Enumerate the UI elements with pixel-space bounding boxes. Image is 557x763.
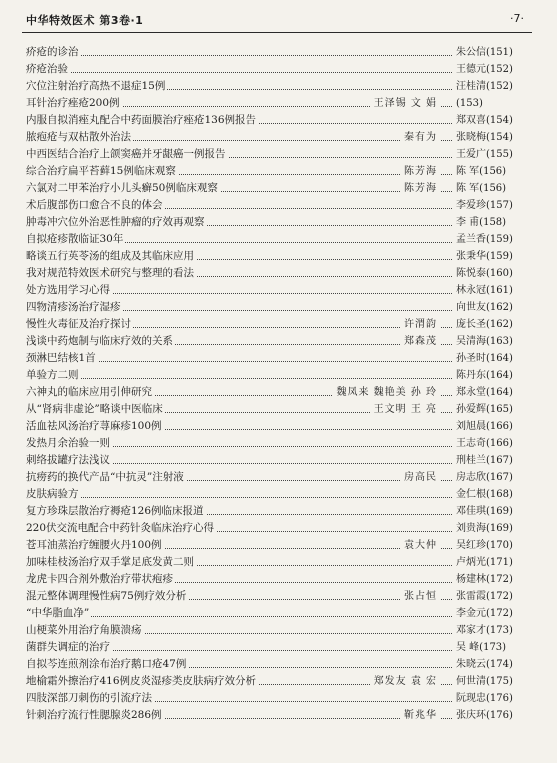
entry-author-page: 孙圣时(164) xyxy=(453,350,520,367)
entry-author-page: 吴清海(163) xyxy=(453,333,520,350)
entry-title: 从“肾病非虚论”略谈中医临床 xyxy=(26,401,165,418)
toc-entry xyxy=(26,112,520,129)
entry-title: 龙虎卡四合剂外敷治疗带状疱疹 xyxy=(26,571,175,588)
toc-entry xyxy=(26,282,520,299)
entry-author-page: 王德元(152) xyxy=(453,61,520,78)
entry-author-page: 何世清(175) xyxy=(453,673,520,690)
entry-author-page: 汪桂清(152) xyxy=(453,78,520,95)
entry-title: 术后腹部伤口愈合不良的体会 xyxy=(26,197,165,214)
entry-coauthors: 张占恒 xyxy=(401,588,440,605)
entry-author-page: 邓家才(173) xyxy=(453,622,520,639)
entry-title: 苍耳油蒸治疗缠腰火丹100例 xyxy=(26,537,164,554)
entry-author-page: 陈丹东(164) xyxy=(453,367,520,384)
entry-coauthors: 陈芳海 xyxy=(401,180,440,197)
entry-author-page: 陈悦泰(160) xyxy=(453,265,520,282)
entry-author-page: 陈 军(156) xyxy=(453,163,520,180)
entry-author-page: 王志奇(166) xyxy=(453,435,520,452)
entry-author-page: (153) xyxy=(453,95,520,112)
toc-entry xyxy=(26,61,520,78)
toc-entry xyxy=(26,384,520,401)
entry-author-page: 刘旭晨(166) xyxy=(453,418,520,435)
entry-author-page: 郑永堂(164) xyxy=(453,384,520,401)
entry-author-page: 林永冠(161) xyxy=(453,282,520,299)
entry-author-page: 刘贵海(169) xyxy=(453,520,520,537)
dot-leader xyxy=(26,55,452,56)
toc-entry xyxy=(26,452,520,469)
toc-entry xyxy=(26,333,520,350)
entry-coauthors: 秦有为 xyxy=(401,129,440,146)
dot-leader xyxy=(26,378,452,379)
entry-title: 自拟芩连煎剂涂布治疗鹅口疮47例 xyxy=(26,656,188,673)
entry-author-page: 张庆环(176) xyxy=(453,707,520,724)
entry-coauthors: 许渭韵 xyxy=(401,316,440,333)
entry-author-page: 房志欣(167) xyxy=(453,469,520,486)
entry-title: 浅谈中药炮制与临床疗效的关系 xyxy=(26,333,175,350)
toc-entry xyxy=(26,214,520,231)
entry-author-page: 邓佳琪(169) xyxy=(453,503,520,520)
toc-entry xyxy=(26,78,520,95)
entry-title: 地榆霜外擦治疗416例皮炎湿疹类皮肤病疗效分析 xyxy=(26,673,258,690)
entry-title: 脓疱疮与双枯散外治法 xyxy=(26,129,133,146)
entry-title: 我对规范特效医术研究与整理的看法 xyxy=(26,265,196,282)
entry-title: 山梗菜外用治疗角膜溃疡 xyxy=(26,622,144,639)
entry-title: 四肢深部刀刺伤的引流疗法 xyxy=(26,690,154,707)
entry-title: 混元整体调理慢性病75例疗效分析 xyxy=(26,588,188,605)
entry-title: 活血祛风汤治疗荨麻疹100例 xyxy=(26,418,164,435)
toc-entry xyxy=(26,690,520,707)
entry-author-page: 卢炳光(171) xyxy=(453,554,520,571)
toc-entry xyxy=(26,673,520,690)
entry-author-page: 李 甫(158) xyxy=(453,214,520,231)
dot-leader xyxy=(26,497,452,498)
toc-entry xyxy=(26,639,520,656)
entry-title: 针刺治疗流行性腮腺炎286例 xyxy=(26,707,164,724)
entry-author-page: 王爱广(155) xyxy=(453,146,520,163)
entry-title: 颈淋巴结核1首 xyxy=(26,350,98,367)
toc-entry xyxy=(26,197,520,214)
toc-entry xyxy=(26,146,520,163)
entry-coauthors: 王文明 王 亮 xyxy=(371,401,440,418)
entry-author-page: 刑桂兰(167) xyxy=(453,452,520,469)
entry-author-page: 陈 军(156) xyxy=(453,180,520,197)
toc-entry xyxy=(26,707,520,724)
entry-title: 处方选用学习心得 xyxy=(26,282,112,299)
entry-title: 菌群失调症的治疗 xyxy=(26,639,112,656)
toc-entry xyxy=(26,435,520,452)
entry-coauthors: 郑发友 袁 宏 xyxy=(371,673,440,690)
entry-coauthors: 魏凤来 魏艳美 孙 玲 xyxy=(333,384,440,401)
toc-entry xyxy=(26,588,520,605)
entry-title: 自拟疮疹散临证30年 xyxy=(26,231,125,248)
entry-author-page: 庞长圣(162) xyxy=(453,316,520,333)
entry-coauthors: 靳兆华 xyxy=(401,707,440,724)
toc-entry xyxy=(26,129,520,146)
entry-title: 综合治疗扁平苔藓15例临床观察 xyxy=(26,163,178,180)
entry-title: 六神丸的临床应用引伸研究 xyxy=(26,384,154,401)
page-header xyxy=(22,8,532,33)
entry-author-page: 张雷霞(172) xyxy=(453,588,520,605)
toc-entry xyxy=(26,469,520,486)
entry-title: 刺络拔罐疗法浅议 xyxy=(26,452,112,469)
toc-entry xyxy=(26,350,520,367)
page-number: ·7· xyxy=(510,12,524,25)
entry-author-page: 郑双喜(154) xyxy=(453,112,520,129)
entry-title: 复方珍珠层散治疗褥疮126例临床报道 xyxy=(26,503,206,520)
toc-entry xyxy=(26,605,520,622)
entry-coauthors: 郑森茂 xyxy=(401,333,440,350)
entry-author-page: 向世友(162) xyxy=(453,299,520,316)
dot-leader xyxy=(26,72,452,73)
entry-coauthors: 袁大仲 xyxy=(401,537,440,554)
entry-title: 慢性火毒征及治疗探讨 xyxy=(26,316,133,333)
toc-entry xyxy=(26,554,520,571)
entry-author-page: 吴 峰(173) xyxy=(453,639,520,656)
journal-title: 中华特效医术 第3卷·1 xyxy=(26,14,144,27)
toc-entry xyxy=(26,265,520,282)
entry-author-page: 朱公信(151) xyxy=(453,44,520,61)
entry-author-page: 吴红珍(170) xyxy=(453,537,520,554)
entry-title: 略谈五行英苓汤的组成及其临床应用 xyxy=(26,248,196,265)
entry-title: 疥疮治验 xyxy=(26,61,70,78)
toc-entry xyxy=(26,44,520,61)
entry-author-page: 李爱珍(157) xyxy=(453,197,520,214)
table-of-contents xyxy=(26,44,520,724)
entry-author-page: 张秉华(159) xyxy=(453,248,520,265)
entry-title: 穴位注射治疗高热不退症15例 xyxy=(26,78,167,95)
entry-title: 中西医结合治疗上颌窦癌并牙龈癌一例报告 xyxy=(26,146,228,163)
entry-coauthors: 陈芳海 xyxy=(401,163,440,180)
toc-entry xyxy=(26,367,520,384)
toc-entry xyxy=(26,248,520,265)
entry-title: 内服自拟消痤丸配合中药面膜治疗痤疮136例报告 xyxy=(26,112,258,129)
toc-entry xyxy=(26,299,520,316)
toc-entry xyxy=(26,622,520,639)
toc-entry xyxy=(26,503,520,520)
toc-entry xyxy=(26,537,520,554)
entry-title: 四物清疹汤治疗湿疹 xyxy=(26,299,123,316)
toc-entry xyxy=(26,95,520,112)
entry-author-page: 李金元(172) xyxy=(453,605,520,622)
toc-entry xyxy=(26,231,520,248)
toc-entry xyxy=(26,401,520,418)
entry-title: 加味桂枝汤治疗双手掌足底发黄二则 xyxy=(26,554,196,571)
toc-entry xyxy=(26,571,520,588)
toc-entry xyxy=(26,316,520,333)
entry-title: 肿毒冲穴位外治恶性肿瘤的疗效再观察 xyxy=(26,214,207,231)
entry-title: 耳针治疗痤疮200例 xyxy=(26,95,122,112)
toc-entry xyxy=(26,486,520,503)
entry-title: 六氯对二甲苯治疗小儿头癣50例临床观察 xyxy=(26,180,220,197)
entry-author-page: 杨建林(172) xyxy=(453,571,520,588)
toc-entry xyxy=(26,163,520,180)
entry-title: 发热月余治验一则 xyxy=(26,435,112,452)
entry-title: 皮肤病验方 xyxy=(26,486,81,503)
entry-author-page: 朱晓云(174) xyxy=(453,656,520,673)
entry-author-page: 张晓梅(154) xyxy=(453,129,520,146)
entry-author-page: 孟兰香(159) xyxy=(453,231,520,248)
entry-coauthors: 王泽锡 文 娟 xyxy=(371,95,440,112)
toc-entry xyxy=(26,656,520,673)
entry-author-page: 阮现忠(176) xyxy=(453,690,520,707)
toc-entry xyxy=(26,418,520,435)
entry-author-page: 孙爱辉(165) xyxy=(453,401,520,418)
toc-entry xyxy=(26,180,520,197)
entry-title: 抗痨药的换代产品“中抗灵”注射液 xyxy=(26,469,186,486)
entry-title: 220伏交流电配合中药针灸临床治疗心得 xyxy=(26,520,216,537)
entry-title: 疥疮的诊治 xyxy=(26,44,81,61)
entry-title: “中华脂血净” xyxy=(26,605,91,622)
entry-author-page: 金仁根(168) xyxy=(453,486,520,503)
entry-coauthors: 房高民 xyxy=(401,469,440,486)
toc-entry xyxy=(26,520,520,537)
entry-title: 单验方二则 xyxy=(26,367,81,384)
